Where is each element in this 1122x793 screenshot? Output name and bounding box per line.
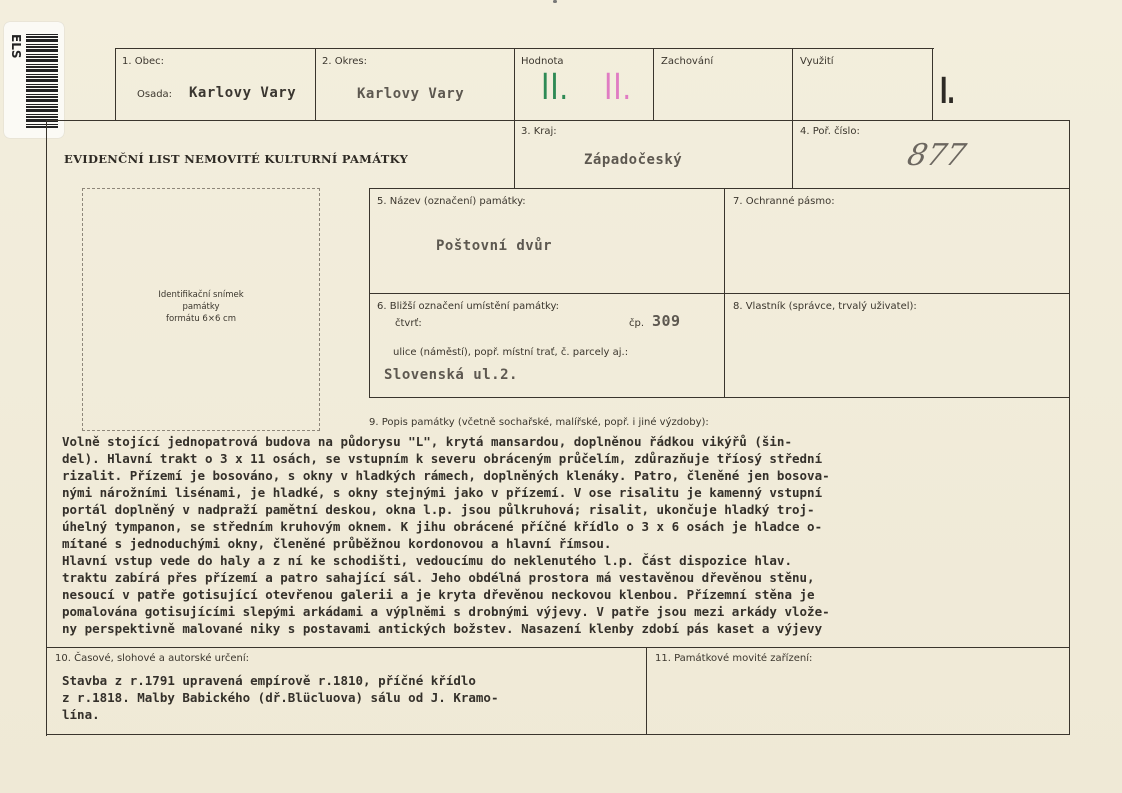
rule xyxy=(792,48,793,188)
popis-line: pomalována gotisujícími slepými arkádami a výplněmi s drobnými výjevy. V patře jsou mezi arkády vlože- xyxy=(62,604,830,619)
rule xyxy=(46,120,1070,121)
popis-line: del). Hlavní trakt o 3 x 11 osách, se vstupním k severu obráceným průčelím, zdůrazňuje tříosý střední xyxy=(62,451,823,466)
umisteni-label: 6. Bližší označení umístění památky: xyxy=(377,301,560,312)
popis-line: nými nárožními lisénami, je hladké, s okny stejnými jako v přízemí. V ose risalitu je kamenný vstupní xyxy=(62,485,823,500)
vyuziti-value: I. xyxy=(940,70,955,112)
photo-placeholder xyxy=(82,188,320,431)
popis-label: 9. Popis památky (včetně sochařské, malířské, popř. i jiné výzdoby): xyxy=(369,417,709,428)
rule xyxy=(1069,120,1070,735)
rule xyxy=(46,647,1070,648)
hodnota-label: Hodnota xyxy=(521,56,564,67)
nazev-value: Poštovní dvůr xyxy=(436,238,553,254)
photo-caption-line: formátu 6×6 cm xyxy=(165,314,237,324)
rule xyxy=(646,647,647,734)
rule xyxy=(46,734,1070,735)
popis-line: Hlavní vstup vede do haly a z ní ke schodišti, vedoucímu do neklenutého l.p. Část dispozice hlav. xyxy=(62,553,792,568)
urceni-line: z r.1818. Malby Babického (dř.Blücluova) sálu od J. Kramo- xyxy=(62,690,499,705)
rule xyxy=(514,48,515,188)
sticker-code: ELS xyxy=(9,34,23,59)
rule xyxy=(653,48,654,120)
movite-label: 11. Památkové movité zařízení: xyxy=(655,653,813,664)
popis-line: ny perspektivně malované niky s postavami antických božstev. Nasazení klenby zdobí pás kaset a výjevy xyxy=(62,621,823,636)
okres-label: 2. Okres: xyxy=(322,56,368,67)
obec-value: Karlovy Vary xyxy=(189,85,297,101)
rule xyxy=(46,120,47,736)
vlastnik-label: 8. Vlastník (správce, trvalý uživatel): xyxy=(733,301,917,312)
top-dot xyxy=(553,0,557,3)
popis-line: úhelný tympanon, se středním kruhovým oknem. K jihu obrácené příčné křídlo o 3 x 6 osách je hladce o- xyxy=(62,519,823,534)
por-cislo-label: 4. Poř. číslo: xyxy=(800,126,860,137)
hodnota-value-pink: II. xyxy=(604,66,632,108)
urceni-label: 10. Časové, slohové a autorské určení: xyxy=(55,653,250,664)
page-title: EVIDENČNÍ LIST NEMOVITÉ KULTURNÍ PAMÁTKY xyxy=(64,152,409,166)
ctvrt-label: čtvrť: xyxy=(395,318,422,329)
rule xyxy=(369,188,1070,189)
vyuziti-label: Využití xyxy=(800,56,834,67)
ulice-label: ulice (náměstí), popř. místní trať, č. parcely aj.: xyxy=(393,347,629,358)
nazev-label: 5. Název (označení) památky: xyxy=(377,196,526,207)
okres-value: Karlovy Vary xyxy=(357,86,465,102)
rule xyxy=(315,48,316,120)
photo-caption xyxy=(83,289,319,325)
rule xyxy=(115,48,934,49)
photo-caption-line: Identifikační snímek xyxy=(158,290,244,300)
cp-value: 309 xyxy=(652,312,681,330)
urceni-line: lína. xyxy=(62,707,100,722)
kraj-label: 3. Kraj: xyxy=(521,126,557,137)
kraj-value: Západočeský xyxy=(584,152,683,168)
cp-label: čp. xyxy=(629,318,645,329)
popis-line: rizalit. Přízemí je bosováno, s okny v hladkých rámech, doplněných klenáky. Patro, členěné jen bosova- xyxy=(62,468,830,483)
barcode-icon xyxy=(26,32,58,128)
rule xyxy=(369,293,1070,294)
popis-line: nesoucí v patře gotisující otevřenou galerii a je kryta dřevěnou neckovou klenbou. Přízemní stěna je xyxy=(62,587,815,602)
popis-line: traktu zabírá přes přízemí a patro sahající sál. Jeho obdélná prostora má vestavěnou dřevěnou stěnu, xyxy=(62,570,815,585)
rule xyxy=(115,48,116,120)
rule xyxy=(932,48,933,120)
obec-label: 1. Obec: xyxy=(122,56,164,67)
hodnota-value-green: II. xyxy=(541,66,569,108)
ochranne-pasmo-label: 7. Ochranné pásmo: xyxy=(733,196,835,207)
rule xyxy=(369,397,1070,398)
ulice-value: Slovenská ul.2. xyxy=(384,367,518,383)
photo-caption-line: památky xyxy=(182,302,220,312)
popis-line: portál doplněný v nadpraží pamětní deskou, okna l.p. jsou půlkruhová; risalit, ukončuje hladký troj- xyxy=(62,502,815,517)
popis-line: mítané s jednoduchými okny, členěné průběžnou kordonovou a hlavní římsou. xyxy=(62,536,612,551)
urceni-line: Stavba z r.1791 upravená empírově r.1810, příčné křídlo xyxy=(62,673,476,688)
por-cislo-value: 877 xyxy=(904,138,969,173)
osada-label: Osada: xyxy=(137,89,173,100)
zachovani-label: Zachování xyxy=(661,56,714,67)
popis-line: Volně stojící jednopatrová budova na půdorysu "L", krytá mansardou, doplněnou řádkou vikýřů (šin- xyxy=(62,434,792,449)
